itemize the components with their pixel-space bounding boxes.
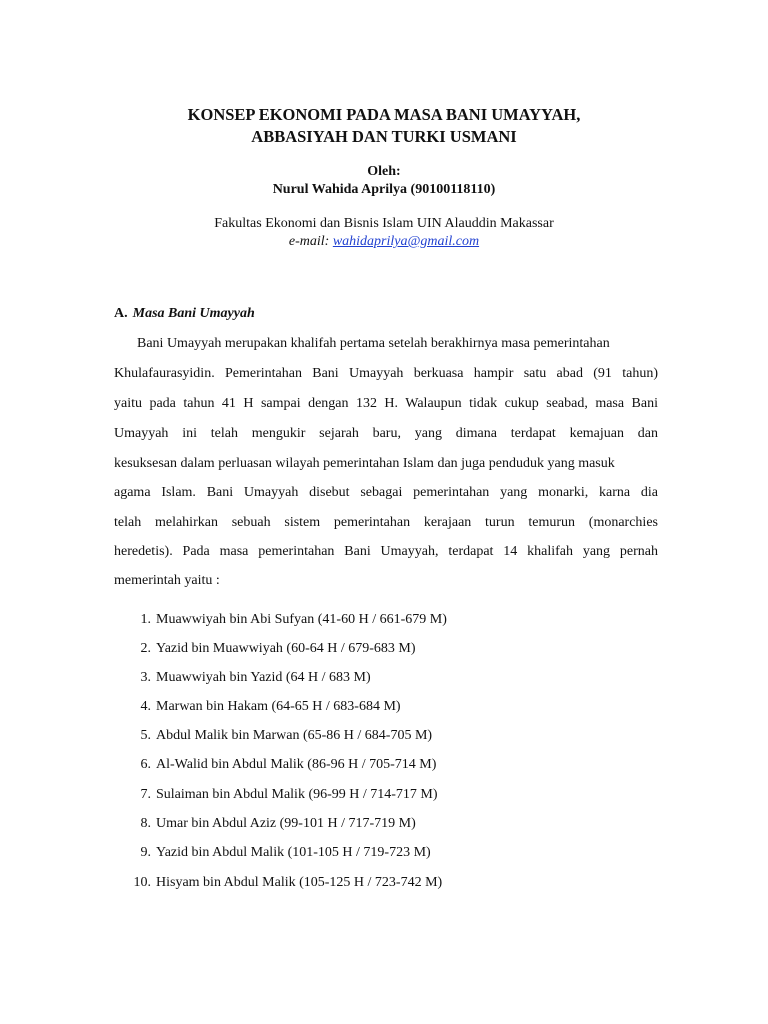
affiliation: Fakultas Ekonomi dan Bisnis Islam UIN Alauddin Makassar	[214, 216, 554, 231]
paragraph-line: Khulafaurasyidin. Pemerintahan Bani Umayyah berkuasa hampir satu abad (91 tahun)	[114, 366, 658, 381]
list-item-text: Hisyam bin Abdul Malik (105-125 H / 723-742 M)	[156, 875, 443, 890]
section-heading	[114, 305, 255, 323]
paragraph-line: memerintah yaitu :	[114, 573, 220, 588]
email-line	[0, 233, 768, 251]
author-name: Nurul Wahida Aprilya (90100118110)	[272, 182, 496, 197]
email-label: e-mail:	[288, 234, 330, 249]
list-item-text: Abdul Malik bin Marwan (65-86 H / 684-705 M)	[156, 728, 433, 743]
list-item-text: Sulaiman bin Abdul Malik (96-99 H / 714-717 M)	[156, 787, 438, 802]
paragraph-line: yaitu pada tahun 41 H sampai dengan 132 H. Walaupun tidak cukup seabad, masa Bani	[114, 396, 658, 411]
list-item-number: 7.	[140, 787, 151, 802]
list-item-number: 1.	[140, 612, 151, 627]
list-item-number: 9.	[140, 845, 151, 860]
list-item-text: Muawwiyah bin Yazid (64 H / 683 M)	[156, 670, 371, 685]
section-marker: A.	[114, 306, 128, 321]
list-item-number: 4.	[140, 699, 151, 714]
paragraph-line: agama Islam. Bani Umayyah disebut sebagai pemerintahan yang monarki, karna dia	[114, 485, 658, 500]
paragraph-line: Bani Umayyah merupakan khalifah pertama setelah berakhirnya masa pemerintahan	[137, 336, 610, 351]
paragraph-line: heredetis). Pada masa pemerintahan Bani Umayyah, terdapat 14 khalifah yang pernah	[114, 544, 658, 559]
list-item-number: 3.	[140, 670, 151, 685]
list-item-text: Yazid bin Abdul Malik (101-105 H / 719-723 M)	[156, 845, 431, 860]
list-item-number: 10.	[133, 875, 151, 890]
section-title: Masa Bani Umayyah	[132, 306, 255, 321]
paragraph-line: Umayyah ini telah mengukir sejarah baru, yang dimana terdapat kemajuan dan	[114, 426, 658, 441]
list-item-text: Marwan bin Hakam (64-65 H / 683-684 M)	[156, 699, 401, 714]
list-item-number: 5.	[140, 728, 151, 743]
by-label: Oleh:	[367, 164, 401, 179]
paragraph-line: telah melahirkan sebuah sistem pemerintahan kerajaan turun temurun (monarchies	[114, 515, 658, 530]
document-title-line-1: KONSEP EKONOMI PADA MASA BANI UMAYYAH,	[187, 105, 581, 124]
list-item-number: 2.	[140, 641, 151, 656]
list-item-text: Muawwiyah bin Abi Sufyan (41-60 H / 661-679 M)	[156, 612, 447, 627]
document-title-line-2: ABBASIYAH DAN TURKI USMANI	[251, 127, 517, 146]
paragraph-line: kesuksesan dalam perluasan wilayah pemerintahan Islam dan juga penduduk yang masuk	[114, 456, 615, 471]
list-item-text: Yazid bin Muawwiyah (60-64 H / 679-683 M)	[156, 641, 416, 656]
list-item-number: 6.	[140, 757, 151, 772]
list-item-text: Umar bin Abdul Aziz (99-101 H / 717-719 M)	[156, 816, 416, 831]
list-item-number: 8.	[140, 816, 151, 831]
list-item-text: Al-Walid bin Abdul Malik (86-96 H / 705-714 M)	[156, 757, 437, 772]
email-link[interactable]: wahidaprilya@gmail.com	[332, 234, 480, 249]
